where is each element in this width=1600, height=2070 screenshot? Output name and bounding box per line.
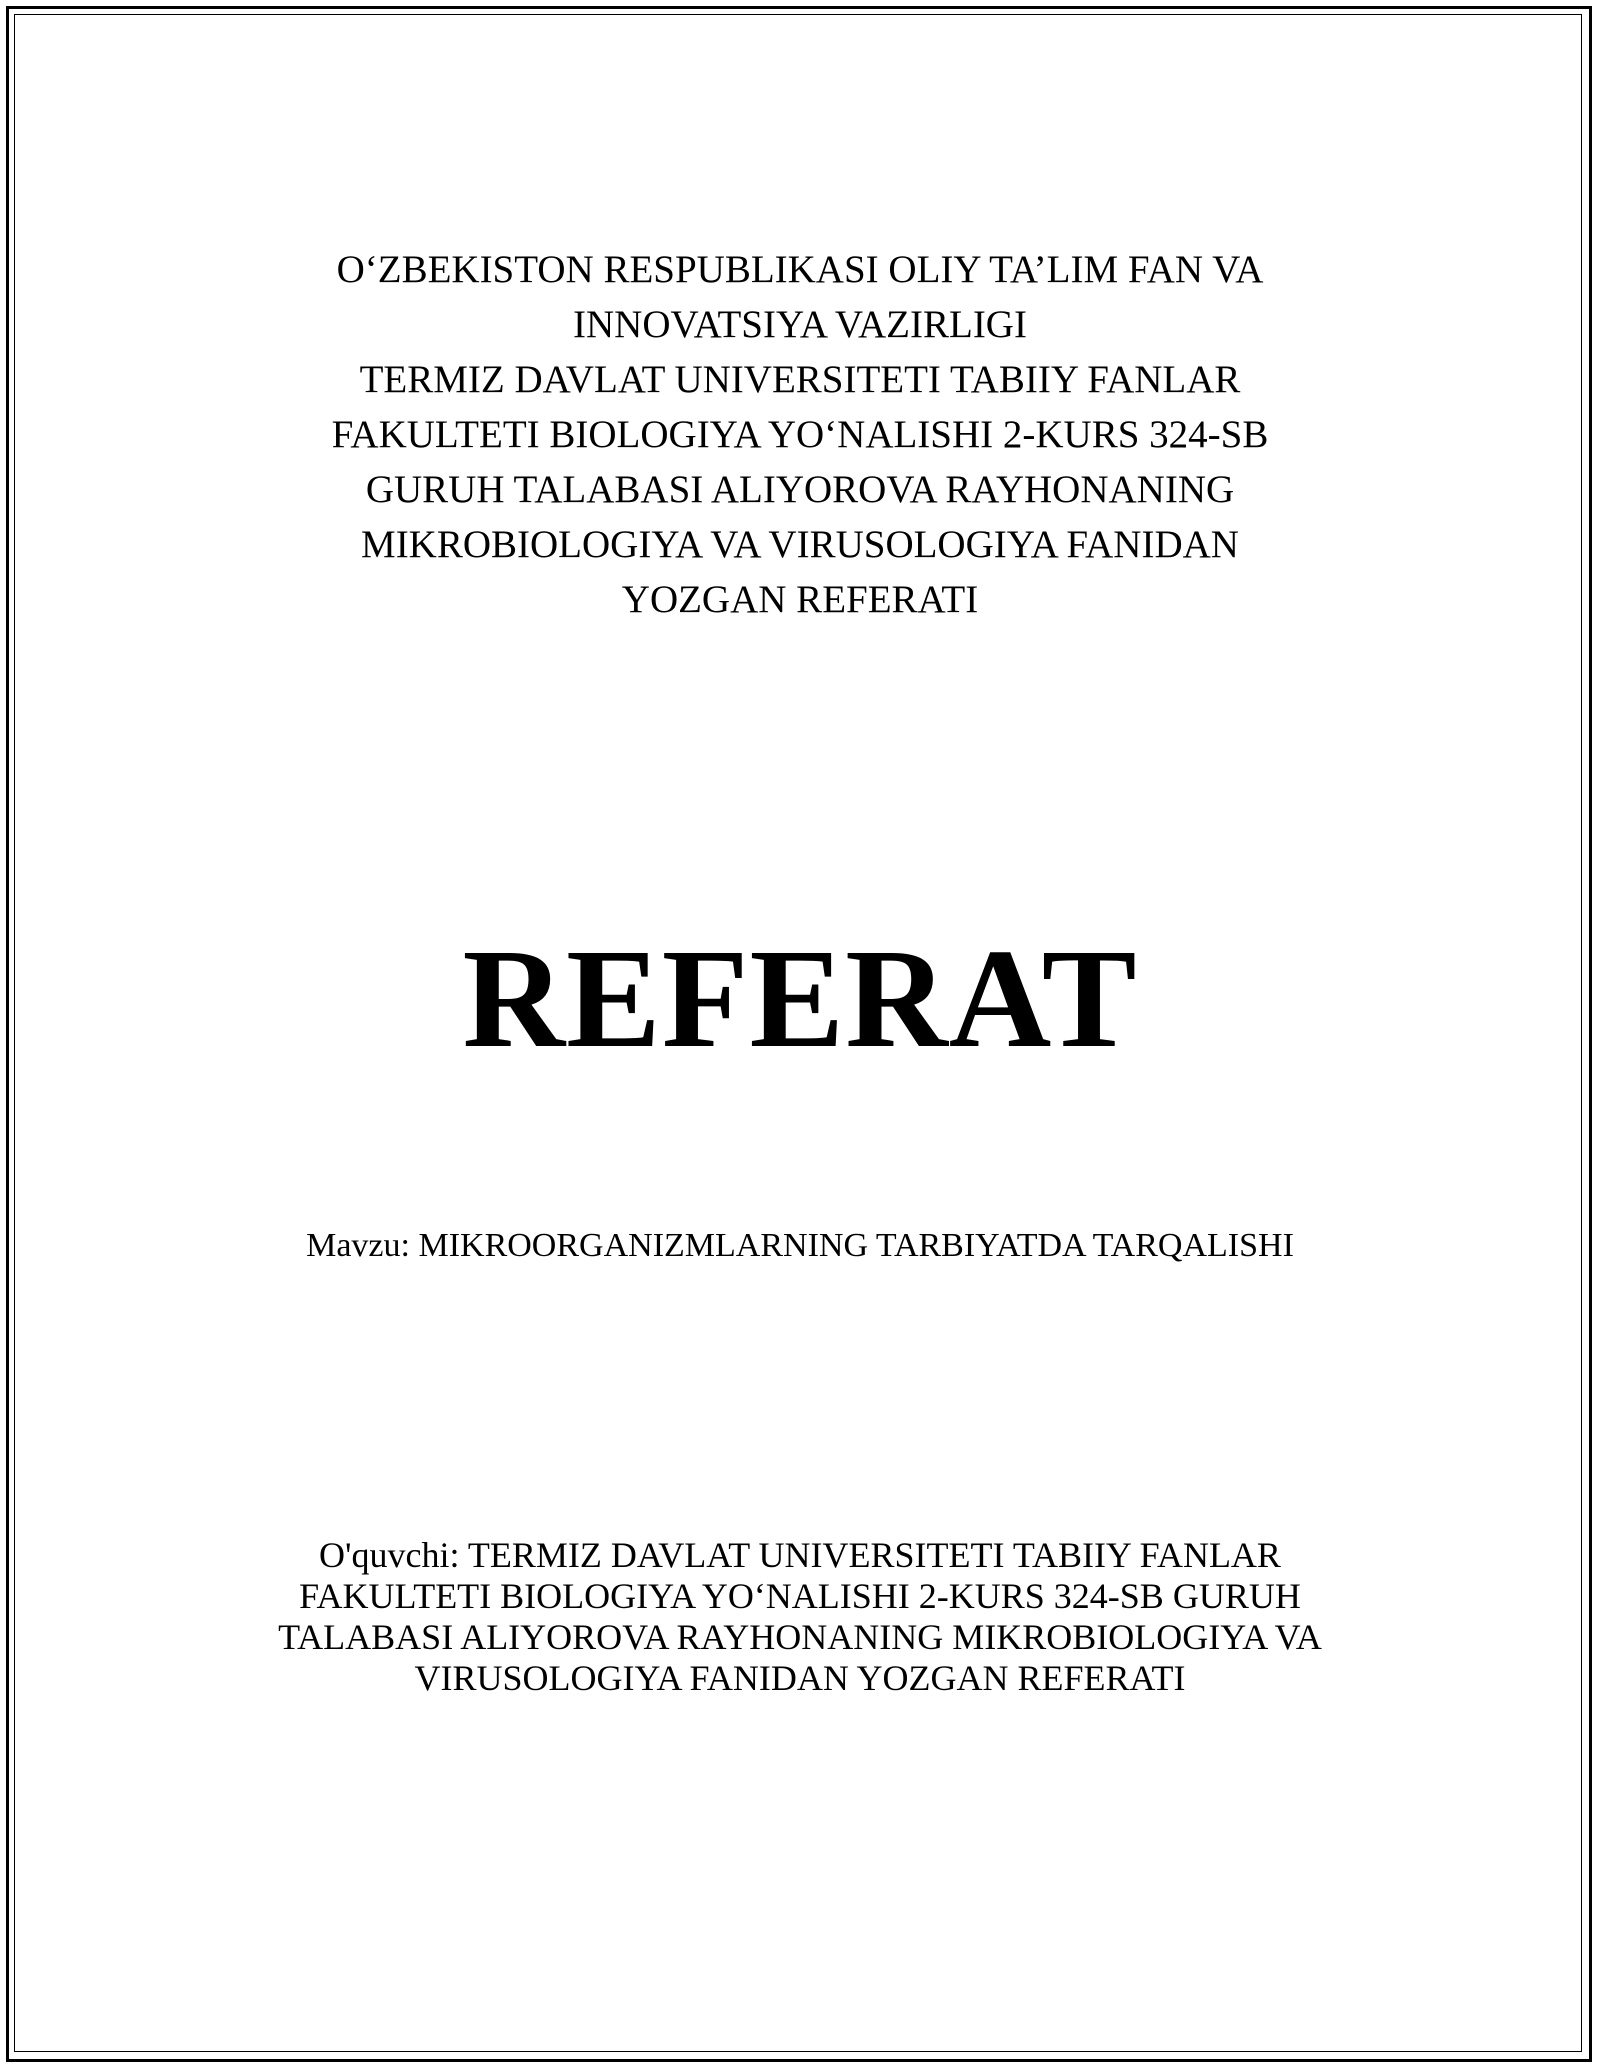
- header-line: YOZGAN REFERATI: [621, 578, 979, 621]
- header-line: TERMIZ DAVLAT UNIVERSITETI TABIIY FANLAR: [359, 358, 1241, 401]
- student-line: FAKULTETI BIOLOGIYA YO‘NALISHI 2-KURS 324-SB GURUH: [299, 1576, 1301, 1616]
- header-line: INNOVATSIYA VAZIRLIGI: [573, 303, 1027, 346]
- header-line: FAKULTETI BIOLOGIYA YO‘NALISHI 2-KURS 324-SB: [331, 413, 1269, 456]
- student-info: [230, 1535, 1370, 1699]
- student-line: TALABASI ALIYOROVA RAYHONANING MIKROBIOLOGIYA VA: [278, 1617, 1322, 1657]
- student-line: O'quvchi: TERMIZ DAVLAT UNIVERSITETI TABIIY FANLAR: [319, 1535, 1281, 1575]
- header-line: O‘ZBEKISTON RESPUBLIKASI OLIY TA’LIM FAN VA: [336, 248, 1264, 291]
- student-line: VIRUSOLOGIYA FANIDAN YOZGAN REFERATI: [414, 1658, 1186, 1698]
- header-line: MIKROBIOLOGIYA VA VIRUSOLOGIYA FANIDAN: [361, 523, 1239, 566]
- ministry-header: [250, 242, 1350, 627]
- header-line: GURUH TALABASI ALIYOROVA RAYHONANING: [365, 468, 1235, 511]
- document-title: REFERAT: [462, 919, 1138, 1077]
- topic-line: Mavzu: MIKROORGANIZMLARNING TARBIYATDA TARQALISHI: [306, 1227, 1294, 1264]
